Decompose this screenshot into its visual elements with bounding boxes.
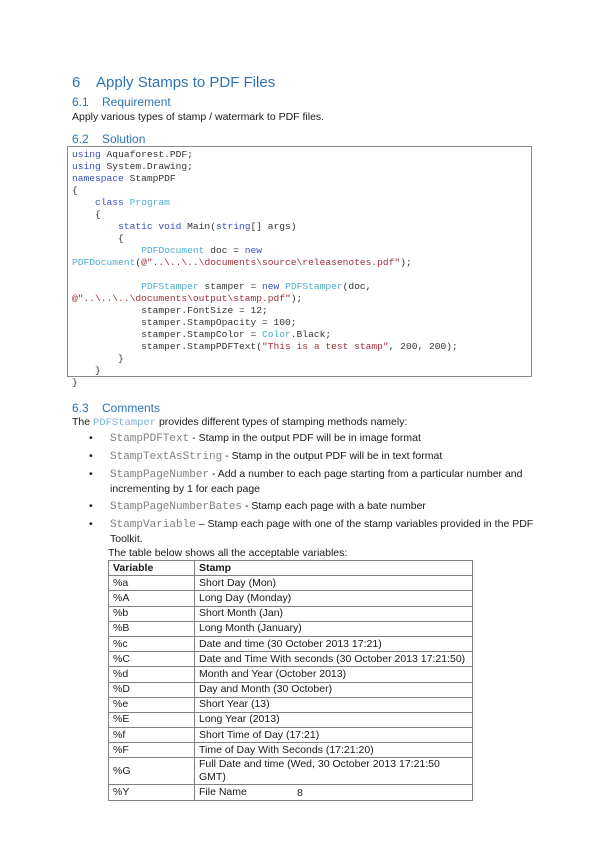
code-token: stamper.StampPDFText( — [72, 341, 262, 352]
variable-cell: %A — [109, 591, 195, 606]
code-token: stamper.FontSize = 12; — [72, 305, 268, 316]
method-description: Stamp each page with one of the stamp variables provided in the PDF Toolkit. — [110, 518, 534, 545]
code-line — [72, 257, 531, 269]
list-item — [89, 467, 539, 496]
table-row — [109, 785, 473, 800]
code-line — [72, 353, 531, 365]
code-token: "This is a test stamp" — [262, 341, 389, 352]
list-item — [89, 517, 539, 546]
stamp-cell: Long Month (January) — [195, 621, 473, 636]
method-name: StampPageNumber — [110, 469, 210, 481]
variable-cell: %D — [109, 682, 195, 697]
code-line — [72, 161, 531, 173]
variable-cell: %F — [109, 743, 195, 758]
code-token: static — [118, 221, 153, 232]
bullet-icon: • — [89, 450, 93, 462]
code-line — [72, 341, 531, 353]
comments-heading — [72, 401, 160, 415]
code-token: { — [72, 233, 124, 244]
bullet-icon: • — [89, 518, 93, 530]
table-intro: The table below shows all the acceptable variables: — [108, 547, 348, 559]
code-line — [72, 209, 531, 221]
variable-cell: %e — [109, 697, 195, 712]
code-token: PDFStamper — [285, 281, 343, 292]
code-token: { — [72, 209, 101, 220]
code-line — [72, 197, 531, 209]
header-variable: Variable — [109, 561, 195, 576]
stamp-cell: Short Year (13) — [195, 697, 473, 712]
code-token: } — [72, 353, 124, 364]
comments-intro — [72, 416, 407, 429]
solution-heading — [72, 132, 145, 146]
method-name: StampTextAsString — [110, 451, 223, 463]
stamp-cell: Short Month (Jan) — [195, 606, 473, 621]
code-token: namespace — [72, 173, 124, 184]
table-header-row — [109, 561, 473, 576]
code-token — [72, 197, 95, 208]
bullet-icon: • — [89, 432, 93, 444]
code-token: PDFDocument — [141, 245, 205, 256]
table-row — [109, 758, 473, 785]
method-description: Add a number to each page starting from a particular number and incrementing by 1 for each page — [110, 468, 523, 495]
code-token: } — [72, 377, 78, 388]
requirement-number: 6.1 — [72, 95, 89, 109]
requirement-title: Requirement — [102, 95, 171, 109]
list-item — [89, 499, 539, 514]
code-line — [72, 221, 531, 233]
stamp-cell: Date and Time With seconds (30 October 2013 17:21:50) — [195, 652, 473, 667]
table-row — [109, 636, 473, 651]
method-description: Stamp in the output PDF will be in text format — [231, 450, 443, 462]
requirement-text: Apply various types of stamp / watermark to PDF files. — [72, 111, 325, 123]
variable-cell: %G — [109, 758, 195, 785]
header-stamp: Stamp — [195, 561, 473, 576]
code-line — [72, 377, 531, 389]
code-token: new — [244, 245, 263, 256]
method-separator: – — [195, 518, 208, 530]
method-separator: - — [242, 500, 252, 512]
bullet-icon: • — [89, 500, 93, 512]
code-token: ); — [290, 293, 303, 304]
code-token: PDFStamper — [141, 281, 199, 292]
code-line — [72, 269, 531, 281]
intro-suffix: provides different types of stamping methods namely: — [156, 416, 408, 428]
code-token: @"..\..\..\documents\source\releasenotes.pdf" — [141, 257, 401, 268]
code-token: (doc, — [342, 281, 372, 292]
code-line — [72, 149, 531, 161]
code-line — [72, 365, 531, 377]
code-line — [72, 281, 531, 293]
method-list — [89, 431, 539, 549]
code-token: { — [72, 185, 78, 196]
intro-prefix: The — [72, 416, 94, 428]
table-row — [109, 697, 473, 712]
code-token: doc = — [204, 245, 245, 256]
stamp-cell: Long Year (2013) — [195, 712, 473, 727]
intro-code: PDFStamper — [93, 417, 157, 429]
code-line — [72, 293, 531, 305]
comments-number: 6.3 — [72, 401, 89, 415]
code-box — [67, 146, 532, 388]
code-token — [72, 221, 118, 232]
comments-title: Comments — [102, 401, 161, 415]
code-token: PDFDocument — [72, 257, 136, 268]
variable-cell: %b — [109, 606, 195, 621]
code-token: , 200, 200); — [388, 341, 458, 352]
table-row — [109, 606, 473, 621]
section-title: Apply Stamps to PDF Files — [96, 74, 276, 91]
code-token: class — [95, 197, 124, 208]
variable-cell: %C — [109, 652, 195, 667]
table-row — [109, 682, 473, 697]
variable-cell: %d — [109, 667, 195, 682]
code-line — [72, 185, 531, 197]
variables-table — [108, 560, 473, 801]
stamp-cell: Time of Day With Seconds (17:21:20) — [195, 743, 473, 758]
method-name: StampPageNumberBates — [110, 501, 243, 513]
stamp-cell: Month and Year (October 2013) — [195, 667, 473, 682]
code-token: .Black; — [290, 329, 332, 340]
code-token: Main( — [181, 221, 216, 232]
stamp-cell: Short Day (Mon) — [195, 576, 473, 591]
table-row — [109, 576, 473, 591]
bullet-icon: • — [89, 468, 93, 480]
table-row — [109, 621, 473, 636]
code-token: StampPDF — [123, 173, 176, 184]
stamp-cell: Date and time (30 October 2013 17:21) — [195, 636, 473, 651]
code-token: [] args) — [250, 221, 297, 232]
code-line — [72, 173, 531, 185]
code-token — [72, 245, 141, 256]
code-token: void — [158, 221, 182, 232]
code-token: new — [262, 281, 280, 292]
method-separator: - — [189, 432, 199, 444]
code-token: ( — [135, 257, 142, 268]
stamp-cell: File Name — [195, 785, 473, 800]
solution-title: Solution — [102, 132, 146, 146]
table-row — [109, 743, 473, 758]
requirement-heading — [72, 95, 171, 109]
method-name: StampVariable — [110, 519, 196, 531]
stamp-cell: Full Date and time (Wed, 30 October 2013 17:21:50 GMT) — [195, 758, 473, 785]
variable-cell: %a — [109, 576, 195, 591]
code-line — [72, 305, 531, 317]
method-name: StampPDFText — [110, 433, 190, 445]
solution-number: 6.2 — [72, 132, 89, 146]
variable-cell: %E — [109, 712, 195, 727]
code-token: } — [72, 365, 101, 376]
code-token — [72, 281, 141, 292]
code-token: using — [72, 161, 101, 172]
code-token: Aquaforest.PDF; — [100, 149, 193, 160]
code-line — [72, 329, 531, 341]
table-row — [109, 667, 473, 682]
variable-cell: %B — [109, 621, 195, 636]
variable-cell: %c — [109, 636, 195, 651]
code-line — [72, 245, 531, 257]
section-number: 6 — [72, 74, 81, 91]
method-description: Stamp in the output PDF will be in image format — [198, 432, 421, 444]
section-heading — [72, 74, 275, 91]
method-separator: - — [209, 468, 218, 480]
table-row — [109, 728, 473, 743]
code-token: stamper.StampColor = — [72, 329, 262, 340]
variable-cell: %f — [109, 728, 195, 743]
code-line — [72, 233, 531, 245]
table-row — [109, 712, 473, 727]
code-line — [72, 317, 531, 329]
code-token: ); — [400, 257, 412, 268]
code-token: Color — [262, 329, 291, 340]
stamp-cell: Day and Month (30 October) — [195, 682, 473, 697]
list-item — [89, 449, 539, 464]
table-row — [109, 591, 473, 606]
code-token: stamper.StampOpacity = 100; — [72, 317, 297, 328]
stamp-cell: Short Time of Day (17:21) — [195, 728, 473, 743]
table-row — [109, 652, 473, 667]
list-item — [89, 431, 539, 446]
code-token: using — [72, 149, 101, 160]
code-token: @"..\..\..\documents\output\stamp.pdf" — [72, 293, 291, 304]
code-token: stamper = — [198, 281, 263, 292]
page-number: 8 — [297, 787, 303, 799]
variable-cell: %Y — [109, 785, 195, 800]
method-separator: - — [222, 450, 232, 462]
code-token: System.Drawing; — [100, 161, 193, 172]
stamp-cell: Long Day (Monday) — [195, 591, 473, 606]
code-token: Program — [129, 197, 170, 208]
code-token: string — [215, 221, 251, 232]
method-description: Stamp each page with a bate number — [251, 500, 426, 512]
